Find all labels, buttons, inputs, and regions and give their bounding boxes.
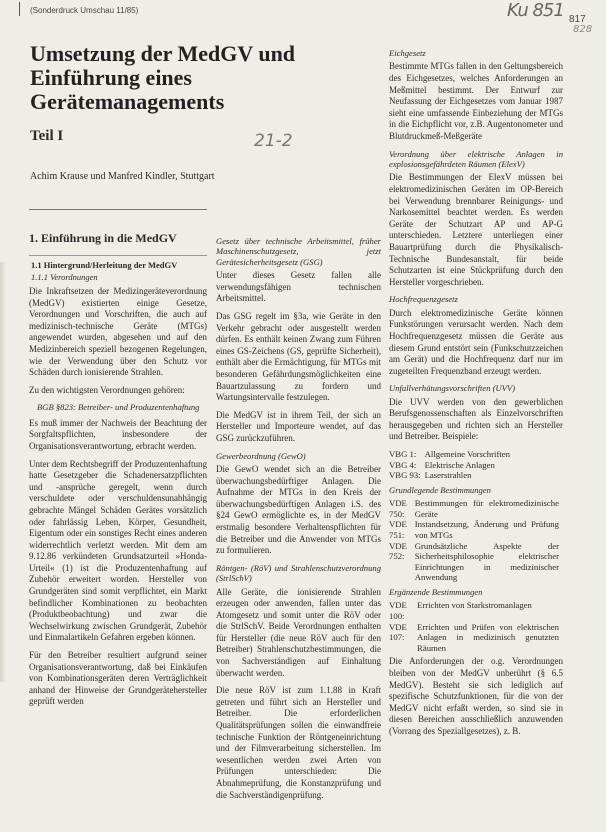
section-rule-top <box>29 209 207 210</box>
norm-code: VDE 751: <box>389 519 407 541</box>
article-part: Teil I <box>30 128 64 144</box>
norm-row <box>389 519 563 540</box>
paragraph: Es muß immer der Nachweis der Beachtung der Sorgfaltspflichten, insbesondere der Organisationsverantwortung, erbracht werden. <box>29 417 207 451</box>
norm-text: Bestimmungen für elektromedizinische Geräte <box>414 498 559 519</box>
text-column-1 <box>29 286 207 714</box>
paragraph: Zu den wichtigsten Verordnungen gehören: <box>29 384 185 395</box>
norm-code: VDE 107: <box>389 621 407 643</box>
paragraph: Unter dieses Gesetz fallen alle verwendungsfähigen technischen Arbeitsmittel. <box>216 270 381 304</box>
norm-code: VBG 93: <box>389 470 421 481</box>
norm-text: Elektrische Anlagen <box>424 459 495 470</box>
norm-text: Instandsetzung, Änderung und Prüfung von MTGs <box>414 519 559 541</box>
norm-code: VDE 752: <box>389 540 407 562</box>
norm-text: Errichten und Prüfen von elektrischen Anlagen in medizinisch genutzten Räumen <box>417 621 559 653</box>
norm-code: VBG 4: <box>389 459 417 470</box>
handwritten-reference: Ku 851 <box>507 0 564 21</box>
norm-code: VBG 1: <box>389 449 417 460</box>
norm-row <box>389 541 563 583</box>
regulation-heading: Hochfrequenzgesetz <box>389 294 458 305</box>
paragraph: Unter dem Rechtsbegriff der Produzentenhaftung hatte Gesetzgeber die Schadenersatzpflichten und -ansprüche geregelt, wenn durch verschuldete oder verschuldensunabhängig gebrachte Mängel Schäden Gerätes vorsätzlich oder fahrlässig Leben, Körper, Gesundheit, Eigentum oder ein sonstiges Recht eines anderen widerrechtlich verletzt werden. Mit dem am 9.12.86 verkündeten Grundsatzurteil »Honda-Urteil« (1) ist die Produzentenhaftung auf Zubehör erweitert worden. Hersteller von Grundgeräten sind somit verpflichtet, ein Markt befindlicher Kombinationen zu beobachten (Produktbeobachtung) und zwar die Wechselwirkung zwischen Grundgerät, Zubehör und Einmalartikeln Gefahren ergeben können. <box>29 458 207 643</box>
norms-table-basic <box>389 498 563 583</box>
norms-table-supplementary <box>389 600 563 653</box>
paragraph: Die Bestimmungen der ElexV müssen bei elektromedizinischen Geräten im OP-Bereich bei Verwendung brennbarer Reinigungs- und Narkosemittel beachtet werden. Es werden Geräte der Schutzart AP und AP-G unterschieden. Letztere unterliegen einer Bauartprüfung durch die Physikalisch-Technische Bundesanstalt, für beide Schutzarten ist eine Stückprüfung durch den Hersteller vorgeschrieben. <box>389 172 563 287</box>
handwritten-annotation: 21-2 <box>254 131 293 151</box>
handwritten-number: 828 <box>573 24 593 35</box>
article-title: Umsetzung der MedGV und Einführung eines Gerätemanagements <box>30 41 296 114</box>
paragraph: Durch elektromedizinische Geräte können Funkstörungen verursacht werden. Nach dem Hochfrequenzgesetz müssen die Geräte aus diesem Grund entstört sein (Funkschutzzeichen am Gerät) und die Hochfrequenz darf nur im zugeteilten Frequenzband erzeugt werden. <box>389 307 563 376</box>
paragraph: Alle Geräte, die ionisierende Strahlen erzeugen oder anwenden, fallen unter das Atomgesetz und somit unter die RöV oder die StrlSchV. Beide Verordnungen enthalten für Hersteller (die neue RöV auch für den Betreiber) Strahlenschutzbestimmungen, die von Sachverständigen auf Einhaltung überwacht werden. <box>216 586 381 678</box>
section-rule-bottom <box>29 255 207 256</box>
text-column-3 <box>389 44 563 744</box>
regulation-heading: Grundlegende Bestimmungen <box>389 484 491 495</box>
norm-text: Grundsätzliche Aspekte der Sicherheitsphilosophie elektrischer Einrichtungen in medizinischer Anwendung <box>414 540 559 583</box>
article-authors: Achim Krause und Manfred Kindler, Stuttgart <box>30 171 215 182</box>
page-edge-shadow <box>0 262 6 682</box>
norm-row <box>389 460 514 471</box>
section-heading: 1. Einführung in die MedGV <box>29 231 177 245</box>
norm-row <box>389 470 514 481</box>
norm-row <box>389 498 563 519</box>
regulation-heading: Eichgesetz <box>389 48 426 58</box>
paragraph: Die MedGV ist in ihrem Teil, der sich an Hersteller und Importeure wendet, auf das GSG zurückzuführen. <box>216 409 381 443</box>
regulation-heading: BGB §823: Betreiber- und Produzentenhaftung <box>37 402 200 413</box>
paragraph: Bestimmte MTGs fallen in den Geltungsbereich des Eichgesetzes, welches Anforderungen an Meßmittel bestimmt. Der Entwurf zur Neufassung der Eichgesetzes vom Januar 1987 sieht eine umfassende Einbeziehung der MTGs in die Eichpflicht vor, z.B. Augentonometer und Blutdruckmeß-Meßgeräte <box>389 61 563 141</box>
paragraph: Die neue RöV ist zum 1.1.88 in Kraft getreten und führt sich an Hersteller und Betreiber. Die erforderlichen Qualitätsprüfungen sollen die einwandfreie technische Funktion der Röntgeneinrichtung und der Filmverarbeitung sicherstellen. Im wesentlichen werden zwei Arten von Prüfungen unterschieden: Die Abnahmeprüfung, die Konstanzprüfung und die Sachverständigenprüfung. <box>216 685 381 800</box>
running-header: (Sonderdruck Umschau 11/85) <box>30 6 139 15</box>
subsection-heading: 1.1 Hintergrund/Herleitung der MedGV <box>31 260 178 270</box>
subsubsection-heading: 1.1.1 Verordnungen <box>31 272 98 282</box>
norm-row <box>389 600 563 621</box>
norm-text: Laserstrahlen <box>424 470 472 481</box>
header-tick-mark <box>19 2 20 16</box>
norm-row <box>389 622 563 654</box>
paragraph: Die UVV werden von den gewerblichen Berufsgenossenschaften als Einzelvorschriften herausgegeben und richten sich an Hersteller und Betreiber. Beispiele: <box>389 396 563 442</box>
paragraph: Das GSG regelt im §3a, wie Geräte in den Verkehr gebracht oder ausgestellt werden dürfen. Es enthält keinen Zwang zum Führen eines GS-Zeichens (GS, geprüfte Sicherheit), enthält aber die Ermächtigung, für MTGs mit besonderen Gefährdungsmöglichkeiten eine Bauartzulassung zu fordern und Wartungsintervalle festzulegen. <box>216 311 381 403</box>
norm-row <box>389 449 514 460</box>
paragraph: Die Inkraftsetzen der Medizingeräteverordnung (MedGV) existierten einige Gesetze, Verordnungen und Vorschriften, die auch auf medizinisch-technische Geräte (MTGs) angewendet wurden, abgesehen und auf den Medizinbereich speziell bezogenen Regelungen, wie der Verwendung über den Schutz vor Schäden durch ionisierende Strahlen. <box>29 286 207 378</box>
regulation-heading: Röntgen- (RöV) und Strahlenschutzverordnung (StrlSchV) <box>216 562 381 584</box>
paragraph: Die GewO wendet sich an die Betreiber überwachungsbedürftiger Anlagen. Die Aufnahme der MTGs in den Kreis der überwachungsbedürftigen Anlagen i.S. des §24 GewO ermöglichte es, in der MedGV erstmalig besondere Verhaltenspflichten für die Betreiber und die Anwender von MTGs zu formulieren. <box>216 463 381 556</box>
norm-text: Allgemeine Vorschriften <box>424 449 510 460</box>
paragraph: Die Anforderungen der o.g. Verordnungen bleiben von der MedGV unberührt (§ 6.5 MedGV). Besteht sie sich lediglich auf spezifische Schutzfunktionen, für die von der MedGV nicht erfaßt werden, so sind sie in diesen Bereichen ausschließlich anzuwenden (Vorrang des Speziallgesetzes), z. B. <box>389 656 563 736</box>
norms-table-uvv <box>389 449 514 481</box>
norm-text: Errichten von Starkstromanlagen <box>417 600 532 611</box>
paragraph: Für den Betreiber resultiert aufgrund seiner Organisationsverantwortung, daß bei Einkäufen von Kombinationsgeräten deren Verträglichkeit anhand der Hinweise der Grundgerätehersteller geprüft werden <box>29 650 207 707</box>
regulation-heading: Gewerbeordnung (GewO) <box>216 450 306 461</box>
page-number: 817 <box>569 14 586 25</box>
regulation-heading: Gesetz über technische Arbeitsmittel, früher Maschinenschutzgesetz, jetzt Gerätesicherheitsgesetz (GSG) <box>216 236 381 267</box>
regulation-heading: Unfallverhütungsvorschriften (UVV) <box>389 383 516 394</box>
norm-code: VDE 100: <box>389 600 407 621</box>
norm-code: VDE 750: <box>389 498 407 519</box>
text-column-2 <box>216 232 381 807</box>
regulation-heading: Ergänzende Bestimmungen <box>389 587 483 597</box>
regulation-heading: Verordnung über elektrische Anlagen in explosionsgefährdeten Räumen (ElexV) <box>389 148 563 169</box>
